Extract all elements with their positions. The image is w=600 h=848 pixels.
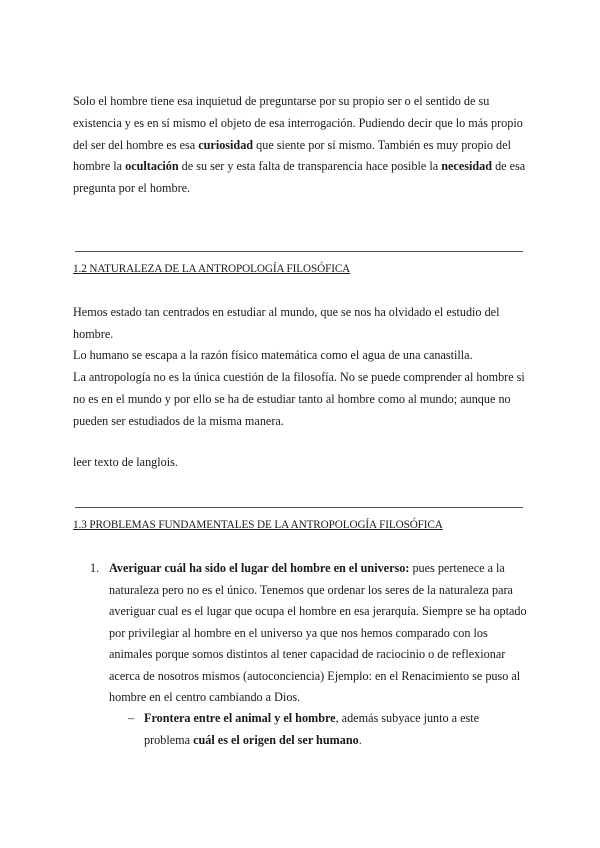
section-2-paragraph-1: Hemos estado tan centrados en estudiar al mundo, que se nos ha olvidado el estudio del hombre. xyxy=(73,305,500,341)
intro-bold-curiosidad: curiosidad xyxy=(198,137,254,152)
section-2-paragraph-3: La antropología no es la única cuestión de la filosofía. No se puede comprender al hombre si no es en el mundo y por ello se ha de estudiar tanto al hombre como al mundo; aunque no pueden ser estudiados de la misma manera. xyxy=(73,370,525,428)
section-2-heading: 1.2 NATURALEZA DE LA ANTROPOLOGÍA FILOSÓFICA xyxy=(73,263,351,275)
list-item-1-text: pues pertenece a la naturaleza pero no es el único. Tenemos que ordenar los seres de la naturaleza para averiguar cual es el lugar que ocupa el hombre en esa jerarquía. Siempre se ha optado por privilegiar al hombre en el universo ya que nos hemos comparado con los animales porque somos distintos al tener capacidad de raciocinio o de reflexionar acerca de nosotros mismos (autoconciencia) Ejemplo: en el Renacimiento se puso al hombre en el centro cambiando a Dios. xyxy=(109,561,527,704)
list-item-1-bold: Averiguar cuál ha sido el lugar del hombre en el universo: xyxy=(109,561,410,575)
sub-item-bold-1: Frontera entre el animal y el hombre xyxy=(144,711,336,725)
problems-list xyxy=(90,558,530,708)
divider-2 xyxy=(75,507,523,508)
intro-bold-ocultacion: ocultación xyxy=(125,159,179,174)
intro-text-2: que siente por sí mismo. También es muy propio del hombre la xyxy=(73,137,511,174)
list-item-1 xyxy=(109,558,529,709)
list-item-number: 1. xyxy=(90,561,100,575)
intro-bold-necesidad: necesidad xyxy=(441,159,493,174)
sub-item-text-1: , además subyace junto a este problema xyxy=(144,711,480,747)
section-3-heading: 1.3 PROBLEMAS FUNDAMENTALES DE LA ANTROPOLOGÍA FILOSÓFICA xyxy=(73,519,443,531)
section-2-paragraph-2: Lo humano se escapa a la razón físico matemática como el agua de una canastilla. xyxy=(73,348,473,362)
sub-item-bold-2: cuál es el origen del ser humano xyxy=(193,732,359,747)
section-2-paragraph-4: leer texto de langlois. xyxy=(73,455,178,469)
intro-text-4: de esa pregunta por el hombre. xyxy=(73,159,526,196)
intro-text-3: de su ser y esta falta de transparencia hace posible la xyxy=(178,159,442,174)
sub-item-text-2: . xyxy=(358,732,362,747)
sub-list-item xyxy=(128,708,528,752)
sub-item-text xyxy=(144,708,524,751)
intro-text-1: Solo el hombre tiene esa inquietud de preguntarse por su propio ser o el sentido de su existencia y es en sí mismo el objeto de esa interrogación. Pudiendo decir que lo más propio del ser del hombre es esa xyxy=(73,94,523,152)
intro-paragraph xyxy=(73,91,531,200)
dash-bullet: – xyxy=(128,711,135,725)
divider-1 xyxy=(75,251,523,252)
